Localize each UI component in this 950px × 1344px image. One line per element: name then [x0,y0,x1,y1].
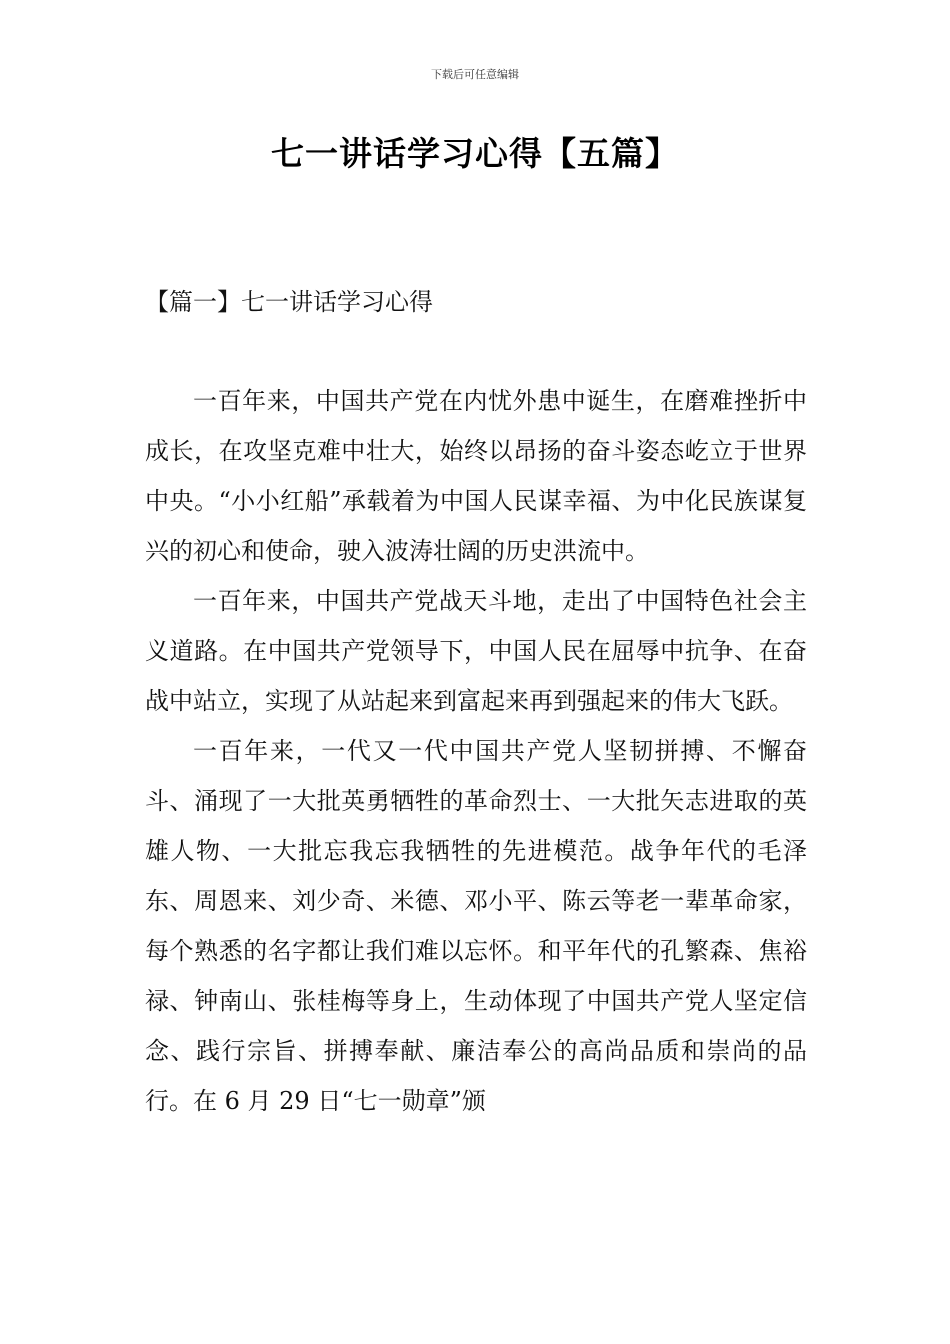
section-heading: 【篇一】七一讲话学习心得 [145,288,433,316]
paragraph-1: 一百年来，中国共产党在内忧外患中诞生，在磨难挫折中成长，在攻坚克难中壮大，始终以昂扬的奋斗姿态屹立于世界中央。“小小红船”承载着为中国人民谋幸福、为中化民族谋复兴的初心和使命，驶入波涛壮阔的历史洪流中。 [145,387,807,565]
document-title: 七一讲话学习心得【五篇】 [271,134,679,173]
page-header-note: 下载后可任意编辑 [431,68,519,81]
paragraph-2: 一百年来，中国共产党战天斗地，走出了中国特色社会主义道路。在中国共产党领导下，中国人民在屈辱中抗争、在奋战中站立，实现了从站起来到富起来再到强起来的伟大飞跃。 [145,587,807,715]
document-body [145,376,807,1126]
paragraph-3: 一百年来，一代又一代中国共产党人坚韧拼搏、不懈奋斗、涌现了一大批英勇牺牲的革命烈士、一大批矢志进取的英雄人物、一大批忘我忘我牺牲的先进模范。战争年代的毛泽东、周恩来、刘少奇、米德、邓小平、陈云等老一辈革命家，每个熟悉的名字都让我们难以忘怀。和平年代的孔繁森、焦裕禄、钟南山、张桂梅等身上，生动体现了中国共产党人坚定信念、践行宗旨、拼搏奉献、廉洁奉公的高尚品质和崇尚的品行。在 6 月 29 日“七一勋章”颁 [145,737,807,1115]
